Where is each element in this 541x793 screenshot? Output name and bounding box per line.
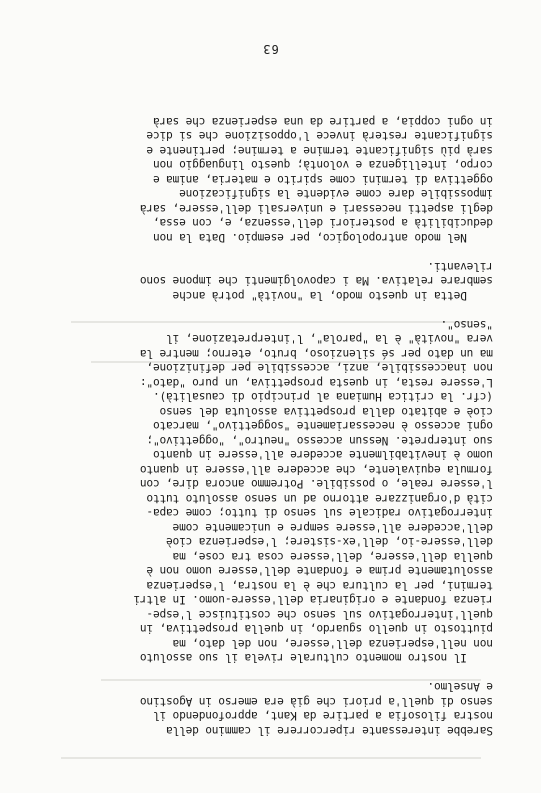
text-line: termini, per la cultura che è la nostra, l'esperienza [146,579,493,592]
page-number: 63 [262,42,279,56]
text-line: oggettiva di termini come spirito e materia, anima e [153,173,493,186]
paragraph-gap [47,244,493,259]
text-line: vera "novità" è la "parola", l'interpretazione, il [166,332,493,346]
text-line: (cfr. la critica Humiana al principio di causalità). [153,390,493,404]
text-line: cità d'organizzare attorno ad un senso assoluto tutto [146,492,493,505]
text-line: interrogativo radicale sul senso di tutto; come capa- [146,506,493,520]
text-line: nostra filosofia a partire da Kant, approfondendo il [153,709,493,723]
text-line: assolutamente prima e fondante dell'essere uomo non è [146,564,493,578]
text-line: dell'essere-io, dell'ex-sistere; l'esperienza cioè [166,535,493,549]
paragraph-gap [47,302,493,317]
text-line: sarà più significante termine a termine; pertinente e [146,144,493,157]
text-line: uomo è inevitabilmente accedere all'essere in quanto [153,448,493,462]
text-line: rienza fondante e originaria dell'essere-uomo. In altri [133,593,493,607]
bleed-through-mark [61,757,481,759]
paragraph-gap [47,665,493,680]
body-text [47,114,493,738]
paragraph-1 [47,679,493,737]
text-line: dell'accedere all'essere sempre e unicamente come [172,521,493,534]
text-line: non inaccessibile, anzi, accessibile per definizione, [146,361,493,375]
text-line: in ogni coppia, a partire da una esperienza che sarà [153,115,493,128]
text-line: non nell'esperienza dell'essere, non del dato, ma [172,637,493,650]
text-line: corpo, intelligenza e volontà; questo linguaggio non [153,158,493,172]
text-line: Sarebbe interessante ripercorrere il cammino della [166,724,493,737]
text-line: ogni accesso è necessariamente "soggettivo", marcato [153,419,493,433]
text-line: formula equivalente, che accedere all'essere in quanto [140,463,493,476]
text-line: suo interprete. Nessun accesso "neutro", "oggettivo"; [146,434,493,447]
text-line: rilevanti. [427,260,493,273]
text-line: sembrare relativa. Ma i capovolgimenti che impone sono [140,274,493,288]
text-line: quell'interrogativo sul senso che costituisce l'espe- [146,608,493,621]
text-line: degli aspetti necessari e universali dell'essere, sarà [140,202,493,215]
text-line: L'essere resta, in questa prospettiva, un puro "dato": [140,376,493,389]
text-line: Detta in questo modo, la "novità" potrà anche [172,289,493,302]
text-line: piuttosto in quello sguardo, in quella prospettiva, in [140,622,493,636]
text-line: e Anselmo. [427,680,493,694]
text-line: ma un dato per sé silenzioso, bruto, eterno; mentre la [140,347,493,360]
paragraph-4 [47,114,493,245]
text-line: Nel modo antropologico, per esempio. Data la non [153,231,493,244]
paragraph-3 [47,259,493,303]
text-line: cioè e abitato dalla prospettiva assoluta del senso [159,405,493,418]
text-line: quella dell'essere, dell'essere cosa tra cose, ma [172,550,493,563]
text-line: significante resterà invece l'opposizione che si dice [146,129,493,143]
text-line: deducibilità a posteriori dell'essenza, e, con essa, [153,216,493,230]
text-line: senso di quell'a priori che già era emerso in Agostino [140,695,493,708]
text-line: Il nostro momento culturale rivela il suo assoluto [140,651,493,665]
text-line: l'essere reale, o possibile. Potremmo ancora dire, con [140,477,493,491]
paragraph-2 [47,317,493,665]
text-line: impossibile dare come evidente la significazione [179,187,493,201]
text-line: "senso". [440,318,493,331]
